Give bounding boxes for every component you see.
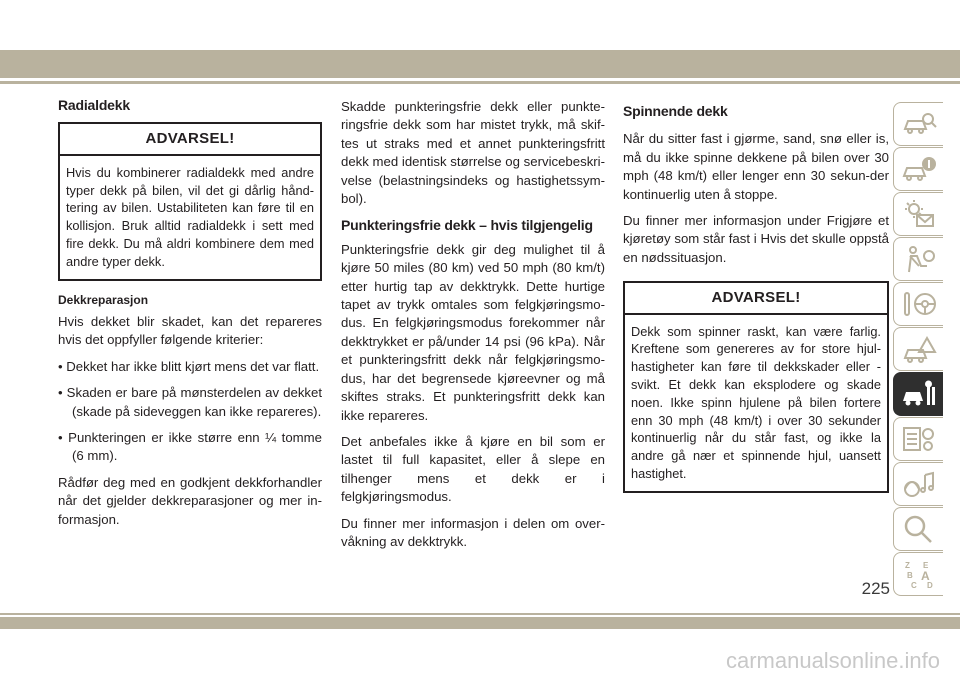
bullet-item: • Dekket har ikke blitt kjørt mens det var flatt. bbox=[58, 358, 320, 374]
paragraph: Det anbefales ikke å kjøre en bil som er lastet til full kapasitet, eller å slepe en tilhenger mens et dekk er i felgkjøringsmodus. bbox=[341, 433, 605, 505]
seatbelt-airbag-icon bbox=[901, 244, 937, 274]
svg-text:D: D bbox=[926, 581, 933, 589]
chapter-tab[interactable] bbox=[893, 552, 943, 596]
magnifier-icon bbox=[901, 514, 937, 544]
maintenance-list-icon bbox=[901, 424, 937, 454]
steering-wheel-icon bbox=[901, 289, 937, 319]
bullet-item: • Punkteringen er ikke større enn ¼ tomme (6 mm). bbox=[58, 430, 322, 464]
column-3 bbox=[623, 102, 889, 501]
paragraph: Du finner mer informasjon i delen om over-våkning av dekktrykk. bbox=[341, 515, 605, 549]
header-band bbox=[0, 50, 960, 78]
subheading-dekkreparasjon: Dekkreparasjon bbox=[58, 292, 149, 307]
bullet-item: • Skaden er bare på mønsterdelen av dekket (skade på sideveggen kan ikke repareres). bbox=[58, 385, 322, 419]
page-number: 225 bbox=[861, 579, 890, 598]
paragraph: Skadde punkteringsfrie dekk eller punkte-ringsfrie dekk som har mistet trykk, må skif-tes ut straks med et annet punkteringsfritt dekk med identisk størrelse og servicebeskri-velse (belastningsindeks og hastighetssym-bol). bbox=[341, 99, 605, 207]
column-1 bbox=[58, 96, 322, 537]
chapter-tab[interactable] bbox=[893, 327, 943, 371]
svg-text:C: C bbox=[910, 581, 917, 589]
car-info-icon bbox=[901, 154, 937, 184]
svg-text:E: E bbox=[922, 561, 928, 570]
column-2 bbox=[341, 98, 605, 559]
section-heading-spinnende: Spinnende dekk bbox=[623, 103, 728, 119]
warning-box bbox=[623, 281, 889, 493]
chapter-tab-active[interactable] bbox=[893, 372, 943, 416]
watermark: carmanualsonline.info bbox=[725, 648, 940, 673]
warning-text: Hvis du kombinerer radialdekk med andre typer dekk på bilen, vil det gi dårlig hånd-tering av bilen. Ustabiliteten kan føre til en kollisjon. Bruk alltid radialdekk i sett med fire dekk. Du må aldri kombinere dem med andre typer dekk. bbox=[66, 164, 314, 269]
paragraph: Hvis dekket blir skadet, kan det repareres hvis det oppfyller følgende kriterier: bbox=[58, 314, 322, 348]
svg-text:B: B bbox=[906, 571, 913, 580]
paragraph: Når du sitter fast i gjørme, sand, snø eller is, må du ikke spinne dekkene på bilen over 30 mph (48 km/t) eller lenger enn 30 sekun-der kontinuerlig uten å stoppe. bbox=[623, 131, 889, 202]
chapter-tab[interactable] bbox=[893, 147, 943, 191]
footer-band bbox=[0, 617, 960, 629]
chapter-tab[interactable] bbox=[893, 282, 943, 326]
multimedia-icon bbox=[901, 469, 937, 499]
chapter-tab[interactable] bbox=[893, 192, 943, 236]
section-heading-punkteringsfrie: Punkteringsfrie dekk – hvis tilgjengelig bbox=[341, 217, 593, 234]
alphabet-index-icon bbox=[901, 559, 937, 589]
warning-title: ADVARSEL! bbox=[60, 124, 320, 155]
car-wrench-icon bbox=[901, 379, 937, 409]
paragraph: Du finner mer informasjon under Frigjøre et kjøretøy som står fast i Hvis det skulle oppstå en nødssituasjon. bbox=[623, 213, 889, 265]
warning-title: ADVARSEL! bbox=[625, 283, 887, 314]
chapter-tab[interactable] bbox=[893, 507, 943, 551]
svg-text:A: A bbox=[920, 569, 930, 583]
chapter-tab[interactable] bbox=[893, 462, 943, 506]
chapter-tab[interactable] bbox=[893, 237, 943, 281]
chapter-tabs bbox=[893, 102, 943, 597]
warning-text: Dekk som spinner raskt, kan være farlig. Kreftene som genereres av for store hjul-hastigheter kan føre til dekkskader eller -svikt. Et dekk kan eksplodere og skade noen. Ikke spinn hjulene på bilen fortere enn 30 mph (48 km/t) i over 30 sekunder kontinuerlig når du står fast, og ikke la andre gå nær et spinnende hjul, uansett hastighet. bbox=[631, 323, 881, 482]
chapter-tab[interactable] bbox=[893, 102, 943, 146]
paragraph: Punkteringsfrie dekk gir deg mulighet til å kjøre 50 miles (80 km) ved 50 mph (80 km/t) etter hurtig tap av dekktrykk. Dette hurtige tapet av trykk omtales som felgkjøringsmo-dus. En felgkjøringsmodus forekommer når dekktrykket er på/under 14 psi (96 kPa). Når et punkteringsfritt dekk når felgkjøringsmo-dus, har det begrensede kjøreevner og må skiftes straks. Et punkteringsfritt dekk kan ikke repareres. bbox=[341, 241, 605, 423]
chapter-tab[interactable] bbox=[893, 417, 943, 461]
warning-lights-icon bbox=[901, 199, 937, 229]
header-rule bbox=[0, 81, 960, 84]
warning-box bbox=[58, 122, 322, 280]
paragraph: Rådfør deg med en godkjent dekkforhandler når det gjelder dekkreparasjoner og mer in-formasjon. bbox=[58, 474, 322, 527]
hazard-car-icon bbox=[901, 334, 937, 364]
section-heading-radialdekk: Radialdekk bbox=[58, 97, 130, 113]
svg-text:Z: Z bbox=[904, 561, 910, 570]
footer-rule bbox=[0, 613, 960, 615]
car-search-icon bbox=[901, 109, 937, 139]
